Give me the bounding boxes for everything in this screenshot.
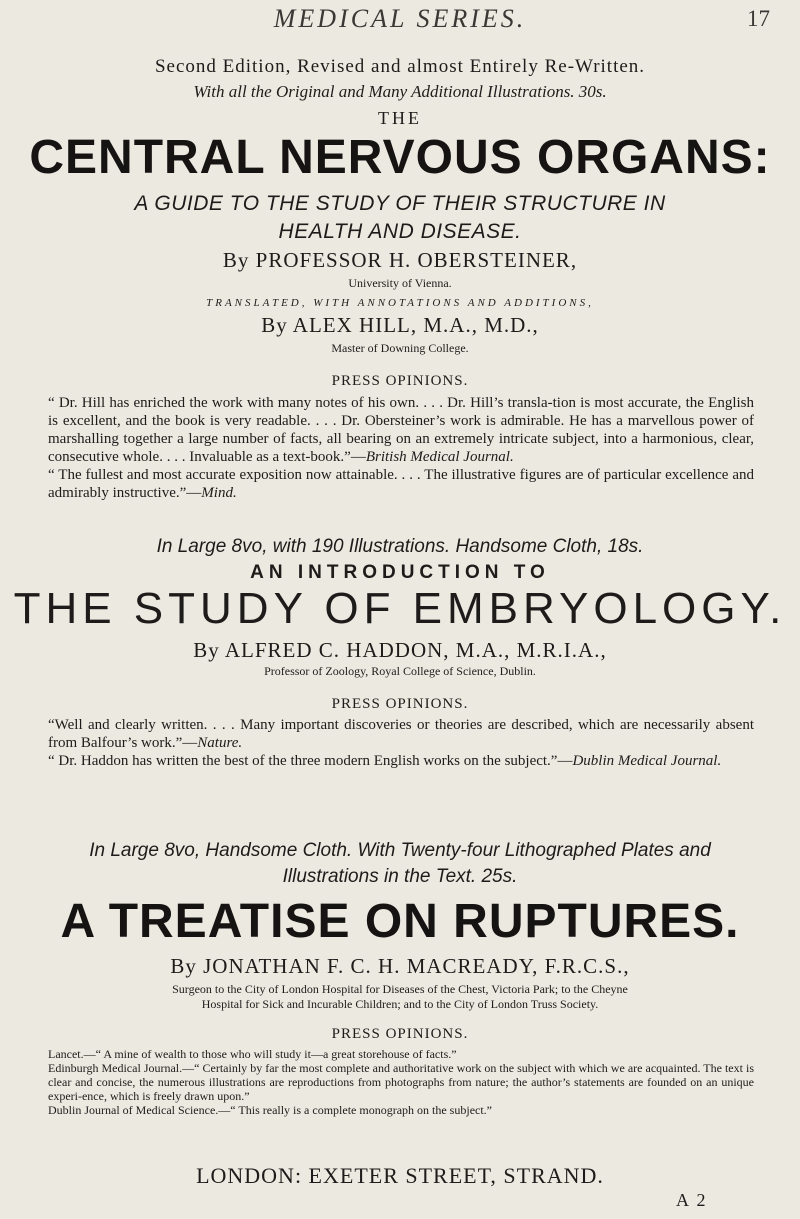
press-opinions — [48, 394, 754, 502]
publisher-imprint: LONDON: EXETER STREET, STRAND. — [196, 1163, 604, 1188]
book-title-central-nervous-organs: CENTRAL NERVOUS ORGANS: — [29, 131, 771, 184]
opinion-paragraph — [48, 1103, 754, 1117]
opinion-source: British Medical Journal. — [365, 449, 514, 465]
page-header — [0, 4, 800, 40]
opinion-source: Edinburgh Medical Journal. — [48, 1061, 183, 1075]
opinion-text: “ Dr. Hill has enriched the work with many notes of his own. . . . Dr. Hill’s transla-tion is most accurate, the English is excellent, and the book is very readable. . . . Dr. Obersteiner’s work is admirable. He has a marvellous power of marshalling together a large number of facts, all bearing on an extremely intricate subject, into a harmonious, clear, consecutive whole. . . . Invaluable as a text-book.”— — [48, 395, 754, 465]
opinion-source: Nature. — [197, 735, 243, 751]
author-byline: By PROFESSOR H. OBERSTEINER, — [222, 248, 578, 272]
subtitle-line-2: HEALTH AND DISEASE. — [278, 220, 522, 243]
press-opinions — [48, 716, 754, 770]
format-price-line-2: Illustrations in the Text. 25s. — [282, 866, 518, 887]
author-byline: By ALFRED C. HADDON, M.A., M.R.I.A., — [193, 638, 607, 662]
format-price-line-1: In Large 8vo, Handsome Cloth. With Twenty-four Lithographed Plates and — [89, 840, 711, 861]
opinion-text: “ Dr. Haddon has written the best of the three modern English works on the subject.”— — [48, 753, 573, 769]
translator-affiliation: Master of Downing College. — [331, 341, 469, 355]
book-title-ruptures: A TREATISE ON RUPTURES. — [60, 895, 740, 948]
author-affiliation: Professor of Zoology, Royal College of Science, Dublin. — [264, 664, 536, 678]
press-opinions-heading: PRESS OPINIONS. — [331, 696, 469, 712]
press-opinions-heading: PRESS OPINIONS. — [331, 1026, 469, 1042]
book-subtitle — [0, 190, 800, 246]
format-price-line: In Large 8vo, with 190 Illustrations. Handsome Cloth, 18s. — [156, 536, 644, 557]
opinion-paragraph — [48, 716, 754, 752]
printer-signature: A 2 — [676, 1190, 708, 1210]
opinion-text: “Well and clearly written. . . . Many important discoveries or theories are described, which are necessarily absent from Balfour’s work.”— — [48, 717, 754, 751]
edition-note: Second Edition, Revised and almost Entirely Re-Written. — [154, 56, 646, 77]
author-affiliation-1: Surgeon to the City of London Hospital for Diseases of the Chest, Victoria Park; to the Cheyne — [172, 982, 628, 996]
opinion-paragraph — [48, 1047, 754, 1061]
opinion-source: Dublin Journal of Medical Science. — [48, 1103, 219, 1117]
opinion-text: —“ Certainly by far the most complete and authoritative work on the subject with which we are acquainted. The text is clear and concise, the numerous illustrations are reproductions from photographs from nature; the author’s statements are founded on an unique experi-ence, which is freely drawn upon.” — [48, 1061, 754, 1103]
book-title-embryology: THE STUDY OF EMBRYOLOGY. — [13, 584, 787, 633]
press-opinions — [48, 1047, 754, 1117]
title-prefix: AN INTRODUCTION TO — [250, 562, 550, 583]
opinion-paragraph — [48, 752, 754, 770]
subtitle-line-1: A GUIDE TO THE STUDY OF THEIR STRUCTURE IN — [134, 192, 666, 215]
page-number: 17 — [747, 6, 770, 31]
translation-note: TRANSLATED, WITH ANNOTATIONS AND ADDITIONS, — [206, 297, 594, 309]
title-article: THE — [378, 108, 422, 128]
opinion-text: “ The fullest and most accurate exposition now attainable. . . . The illustrative figures are of particular excellence and admirably instructive.”— — [48, 467, 754, 501]
opinion-source: Dublin Medical Journal. — [572, 753, 722, 769]
opinion-source: Mind. — [201, 485, 237, 501]
author-affiliation: University of Vienna. — [348, 276, 452, 290]
opinion-paragraph — [48, 466, 754, 502]
edition-subnote: With all the Original and Many Additional Illustrations. 30s. — [193, 82, 607, 101]
press-opinions-heading: PRESS OPINIONS. — [331, 373, 469, 389]
opinion-paragraph — [48, 1061, 754, 1103]
opinion-text: —“ This really is a complete monograph on the subject.” — [218, 1103, 492, 1117]
opinion-source: Lancet. — [48, 1047, 84, 1061]
running-head: MEDICAL SERIES. — [273, 4, 527, 33]
translator-byline: By ALEX HILL, M.A., M.D., — [261, 313, 539, 337]
author-byline: By JONATHAN F. C. H. MACREADY, F.R.C.S., — [170, 954, 630, 978]
opinion-paragraph — [48, 394, 754, 466]
author-affiliation-2: Hospital for Sick and Incurable Children; and to the City of London Truss Society. — [201, 997, 599, 1011]
opinion-text: —“ A mine of wealth to those who will study it—a great storehouse of facts.” — [83, 1047, 457, 1061]
